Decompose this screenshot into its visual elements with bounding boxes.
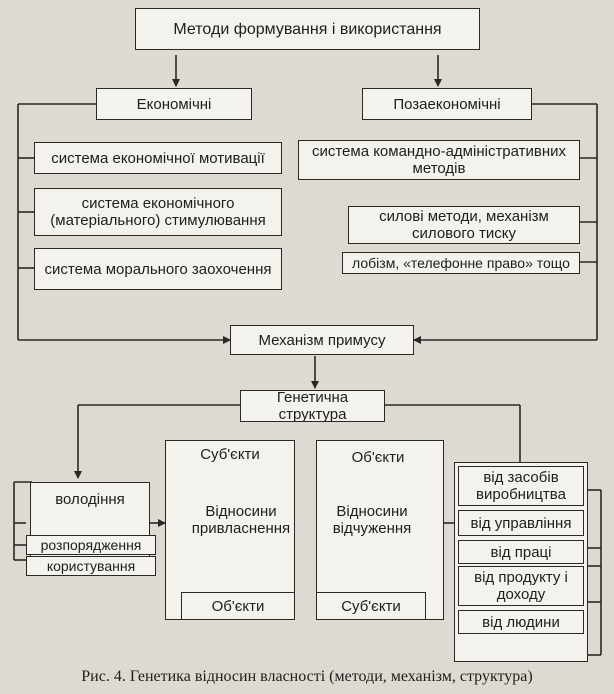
- title-box: Методи формування і використання: [135, 8, 480, 50]
- noneconomic-item-lobbying: лобізм, «телефонне право» тощо: [342, 252, 580, 274]
- figure-caption: Рис. 4. Генетика відносин власності (методи, механізм, структура): [81, 668, 533, 685]
- alienation-subjects: Суб'єкти: [316, 592, 426, 620]
- alienation-relations: Відносини відчуження: [332, 503, 412, 537]
- right-item-person: від людини: [458, 610, 584, 634]
- right-item-management: від управління: [458, 510, 584, 536]
- left-item-ownership: володіння: [32, 484, 148, 514]
- noneconomic-header: Позаекономічні: [362, 88, 532, 120]
- left-item-usage: користування: [26, 556, 156, 576]
- economic-item-motivation: система економічної мотивації: [34, 142, 282, 174]
- economic-header: Економічні: [96, 88, 252, 120]
- mechanism-box: Механізм примусу: [230, 325, 414, 355]
- right-item-product: від продукту і доходу: [458, 566, 584, 606]
- appropriation-subjects: Суб'єкти: [200, 445, 260, 463]
- economic-item-moral: система морального заохочення: [34, 248, 282, 290]
- left-item-disposal: розпорядження: [26, 535, 156, 555]
- structure-box: Генетична структура: [240, 390, 385, 422]
- noneconomic-item-command: система командно-адміністративних методів: [298, 140, 580, 180]
- right-item-labor: від праці: [458, 540, 584, 564]
- appropriation-relations: Відносини привласнення: [191, 503, 291, 537]
- appropriation-objects: Об'єкти: [181, 592, 295, 620]
- alienation-objects: Об'єкти: [351, 448, 405, 466]
- noneconomic-item-force: силові методи, механізм силового тиску: [348, 206, 580, 244]
- right-item-means: від засобів виробництва: [458, 466, 584, 506]
- economic-item-stimulation: система економічного (матеріального) стимулювання: [34, 188, 282, 236]
